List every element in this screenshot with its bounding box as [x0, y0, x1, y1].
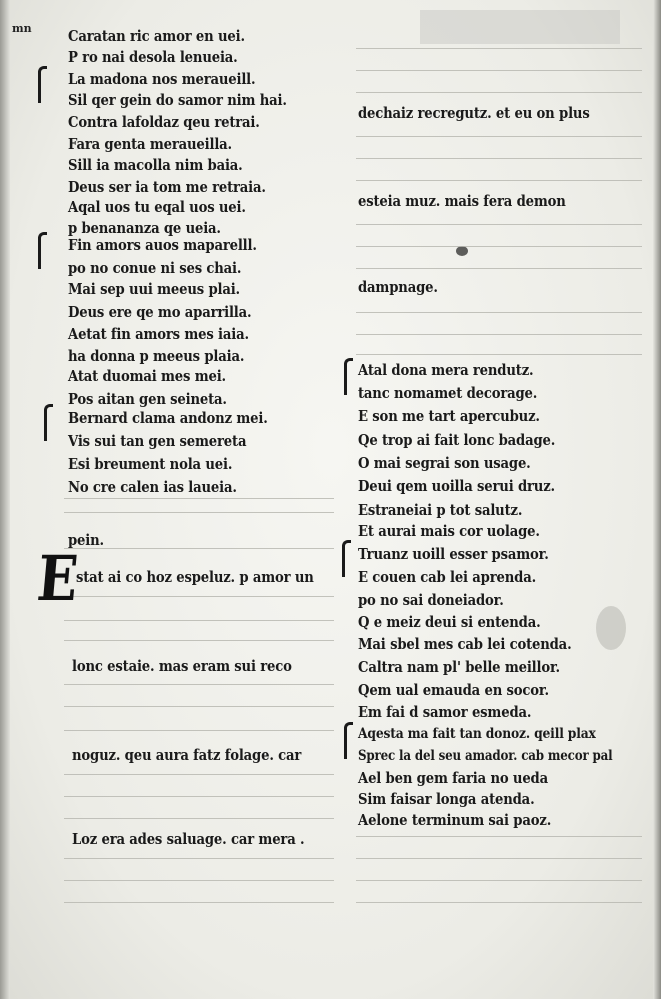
- ruling-line: [356, 92, 642, 93]
- verse-line: Aqal uos tu eqal uos uei.: [68, 198, 246, 216]
- verse-line: No cre calen ias laueia.: [68, 478, 237, 496]
- verse-line: E couen cab lei aprenda.: [358, 568, 537, 586]
- ruling-line: [356, 836, 642, 837]
- ruling-line: [64, 512, 334, 513]
- paragraph-mark: [344, 722, 353, 759]
- verse-line: Esi breument nola uei.: [68, 455, 233, 473]
- ruling-line: [64, 818, 334, 819]
- verse-line: tanc nomamet decorage.: [358, 384, 538, 402]
- verse-line: Fin amors auos maparelll.: [68, 236, 257, 254]
- decorated-initial: E: [34, 542, 82, 615]
- verse-line: Mai sep uui meeus plai.: [68, 280, 240, 298]
- verse-line: Aetat fin amors mes iaia.: [68, 325, 249, 343]
- ruling-line: [356, 70, 642, 71]
- ruling-line: [64, 548, 334, 549]
- smudge: [456, 246, 468, 256]
- verse-line: Bernard clama andonz mei.: [68, 409, 268, 427]
- verse-line: Q e meiz deui si entenda.: [358, 613, 541, 631]
- ruling-line: [356, 312, 642, 313]
- verse-line: Deus ere qe mo aparrilla.: [68, 303, 252, 321]
- verse-line: p benananza qe ueia.: [68, 219, 221, 237]
- faded-stain: [420, 10, 620, 44]
- ruling-line: [356, 246, 642, 247]
- paragraph-mark: [44, 404, 53, 441]
- verse-line: pein.: [68, 531, 104, 549]
- ruling-line: [356, 48, 642, 49]
- ruling-line: [64, 706, 334, 707]
- paragraph-mark: [344, 358, 353, 395]
- verse-line: Caltra nam pl' belle meillor.: [358, 658, 560, 676]
- verse-line: Loz era ades saluage. car mera .: [72, 830, 305, 848]
- verse-line: Sil qer gein do samor nim hai.: [68, 91, 287, 109]
- verse-line: stat ai co hoz espeluz. p amor un: [76, 568, 314, 586]
- ruling-line: [356, 354, 642, 355]
- ruling-line: [356, 880, 642, 881]
- verse-line: Aqesta ma fait tan donoz. qeill plax: [358, 726, 596, 742]
- ruling-line: [64, 684, 334, 685]
- verse-line: Fara genta meraueilla.: [68, 135, 232, 153]
- ruling-line: [64, 858, 334, 859]
- ruling-line: [356, 224, 642, 225]
- page-gutter-right: [653, 0, 661, 999]
- verse-line: lonc estaie. mas eram sui reco: [72, 657, 292, 675]
- ruling-line: [64, 620, 334, 621]
- paragraph-mark: [38, 232, 47, 269]
- verse-line: Deui qem uoilla serui druz.: [358, 477, 555, 495]
- ruling-line: [356, 334, 642, 335]
- ruling-line: [64, 880, 334, 881]
- verse-line: po no conue ni ses chai.: [68, 259, 242, 277]
- ruling-line: [356, 858, 642, 859]
- page-gutter-left: [0, 0, 10, 999]
- ruling-line: [356, 180, 642, 181]
- paragraph-mark: [342, 540, 351, 577]
- verse-line: Ael ben gem faria no ueda: [358, 769, 548, 787]
- verse-line: Mai sbel mes cab lei cotenda.: [358, 635, 572, 653]
- verse-line: Sim faisar longa atenda.: [358, 790, 535, 808]
- verse-line: Truanz uoill esser psamor.: [358, 545, 549, 563]
- ruling-line: [64, 730, 334, 731]
- verse-line: Qem ual emauda en socor.: [358, 681, 549, 699]
- verse-line: esteia muz. mais fera demon: [358, 192, 566, 210]
- verse-line: Pos aitan gen seineta.: [68, 390, 227, 408]
- verse-line: Caratan ric amor en uei.: [68, 27, 245, 45]
- verse-line: Deus ser ia tom me retraia.: [68, 178, 266, 196]
- ruling-line: [356, 158, 642, 159]
- margin-note: mn: [12, 22, 32, 35]
- ruling-line: [64, 640, 334, 641]
- verse-line: po no sai doneiador.: [358, 591, 504, 609]
- verse-line: Sill ia macolla nim baia.: [68, 156, 243, 174]
- verse-line: P ro nai desola lenueia.: [68, 48, 238, 66]
- verse-line: Vis sui tan gen semereta: [68, 432, 247, 450]
- verse-line: Et aurai mais cor uolage.: [358, 522, 540, 540]
- verse-line: Sprec la del seu amador. cab mecor pal: [358, 748, 613, 764]
- ruling-line: [64, 902, 334, 903]
- verse-line: Atal dona mera rendutz.: [358, 361, 534, 379]
- paragraph-mark: [38, 66, 47, 103]
- verse-line: E son me tart apercubuz.: [358, 407, 540, 425]
- ruling-line: [64, 796, 334, 797]
- verse-line: Contra lafoldaz qeu retrai.: [68, 113, 260, 131]
- verse-line: Qe trop ai fait lonc badage.: [358, 431, 556, 449]
- ruling-line: [64, 774, 334, 775]
- verse-line: Estraneiai p tot salutz.: [358, 501, 523, 519]
- verse-line: ha donna p meeus plaia.: [68, 347, 245, 365]
- ruling-line: [356, 268, 642, 269]
- verse-line: Aelone terminum sai paoz.: [358, 811, 552, 829]
- verse-line: O mai segrai son usage.: [358, 454, 531, 472]
- verse-line: Em fai d samor esmeda.: [358, 703, 532, 721]
- smudge: [596, 606, 626, 650]
- ruling-line: [64, 498, 334, 499]
- verse-line: dampnage.: [358, 278, 438, 296]
- verse-line: dechaiz recregutz. et eu on plus: [358, 104, 590, 122]
- ruling-line: [356, 136, 642, 137]
- verse-line: La madona nos meraueill.: [68, 70, 256, 88]
- ruling-line: [64, 596, 334, 597]
- verse-line: Atat duomai mes mei.: [68, 367, 226, 385]
- verse-line: noguz. qeu aura fatz folage. car: [72, 746, 302, 764]
- ruling-line: [356, 902, 642, 903]
